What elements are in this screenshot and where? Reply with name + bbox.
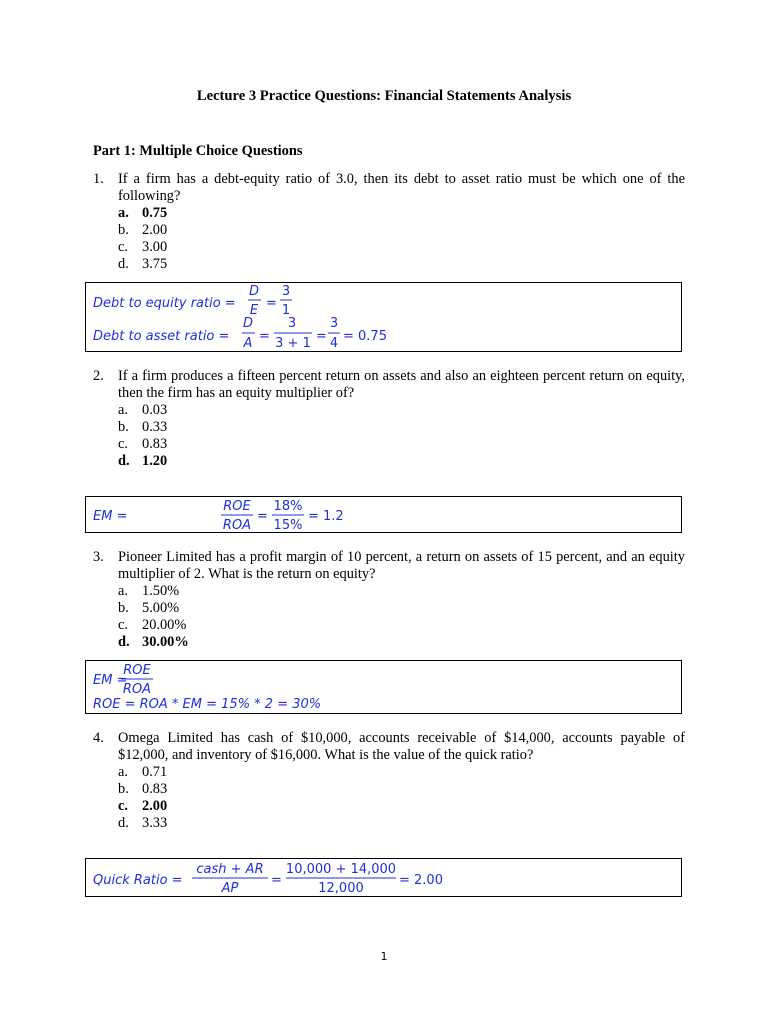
question-1 xyxy=(93,171,685,273)
option-c: c. 0.83 xyxy=(118,436,168,452)
question-2 xyxy=(93,368,685,470)
option-c: c. 3.00 xyxy=(118,239,168,255)
svg-text:1: 1 xyxy=(281,303,291,318)
svg-text:=: = xyxy=(259,329,270,344)
option-a: a. 0.75 xyxy=(118,205,168,221)
svg-text:=: = xyxy=(316,329,327,344)
option-a: a. 0.03 xyxy=(118,402,168,418)
svg-text:=: = xyxy=(266,296,277,311)
svg-text:3: 3 xyxy=(287,316,297,331)
svg-text:3 + 1: 3 + 1 xyxy=(275,336,311,351)
solution-box-3 xyxy=(85,660,682,714)
svg-text:ROE = ROA * EM = 15% * 2 = 30%: ROE = ROA * EM = 15% * 2 = 30% xyxy=(93,697,322,712)
svg-text:3: 3 xyxy=(329,316,339,331)
solution-box-1 xyxy=(85,282,682,352)
option-b: b. 0.33 xyxy=(118,419,168,435)
svg-text:= 1.2: = 1.2 xyxy=(308,509,344,524)
svg-text:ROE: ROE xyxy=(223,499,251,514)
option-d: d. 1.20 xyxy=(118,453,168,469)
option-c: c. 2.00 xyxy=(118,798,168,814)
question-text: If a firm produces a fifteen percent return on assets and also an eighteen percent return on equity, then the firm has an equity multiplier of? xyxy=(118,368,685,401)
question-text: Omega Limited has cash of $10,000, accounts receivable of $14,000, accounts payable of $12,000, and inventory of $16,000. What is the value of the quick ratio? xyxy=(118,730,685,763)
svg-text:=: = xyxy=(257,509,268,524)
option-a: a. 0.71 xyxy=(118,764,168,780)
svg-text:Quick Ratio =: Quick Ratio = xyxy=(93,873,183,888)
svg-text:= 0.75: = 0.75 xyxy=(343,329,387,344)
question-number: 3. xyxy=(93,549,104,565)
svg-text:12,000: 12,000 xyxy=(318,881,364,896)
page-title: Lecture 3 Practice Questions: Financial Statements Analysis xyxy=(196,88,572,104)
question-4 xyxy=(93,730,685,832)
formula-label: Debt to equity ratio = xyxy=(93,296,236,311)
question-text: Pioneer Limited has a profit margin of 10 percent, a return on assets of 15 percent, and an equity multiplier of 2. What is the return on equity? xyxy=(118,549,685,582)
option-a: a. 1.50% xyxy=(118,583,180,599)
svg-text:ROA: ROA xyxy=(222,518,252,532)
part-heading: Part 1: Multiple Choice Questions xyxy=(93,143,303,159)
svg-text:15%: 15% xyxy=(273,518,303,532)
svg-text:10,000 + 14,000: 10,000 + 14,000 xyxy=(285,862,397,877)
option-b: b. 5.00% xyxy=(118,600,180,616)
svg-text:Debt to asset ratio =: Debt to asset ratio = xyxy=(93,329,230,344)
question-text: If a firm has a debt-equity ratio of 3.0, then its debt to asset ratio must be which one of the following? xyxy=(118,171,685,204)
svg-text:AP: AP xyxy=(221,881,239,896)
solution-box-2 xyxy=(85,496,682,533)
svg-text:EM =: EM = xyxy=(93,509,128,524)
option-d: d. 3.33 xyxy=(118,815,168,831)
option-c: c. 20.00% xyxy=(118,617,187,633)
option-d: d. 3.75 xyxy=(118,256,168,272)
svg-text:= 2.00: = 2.00 xyxy=(399,873,443,888)
svg-text:4: 4 xyxy=(329,336,339,351)
option-d: d. 30.00% xyxy=(118,634,189,650)
question-number: 2. xyxy=(93,368,104,384)
option-b: b. 0.83 xyxy=(118,781,168,797)
solution-box-4 xyxy=(85,858,682,897)
svg-text:=: = xyxy=(271,873,282,888)
question-3 xyxy=(93,549,685,651)
option-b: b. 2.00 xyxy=(118,222,168,238)
question-number: 4. xyxy=(93,730,104,746)
svg-text:3: 3 xyxy=(281,284,291,299)
svg-text:D: D xyxy=(248,284,260,299)
question-number: 1. xyxy=(93,171,104,187)
svg-text:ROA: ROA xyxy=(122,682,152,697)
svg-text:ROE: ROE xyxy=(123,663,151,678)
svg-text:D: D xyxy=(242,316,254,331)
svg-text:cash + AR: cash + AR xyxy=(196,862,264,877)
svg-text:18%: 18% xyxy=(273,499,303,514)
svg-text:A: A xyxy=(243,336,253,351)
svg-text:EM =: EM = xyxy=(93,673,128,688)
page-number: 1 xyxy=(380,950,388,963)
svg-text:E: E xyxy=(249,303,259,318)
